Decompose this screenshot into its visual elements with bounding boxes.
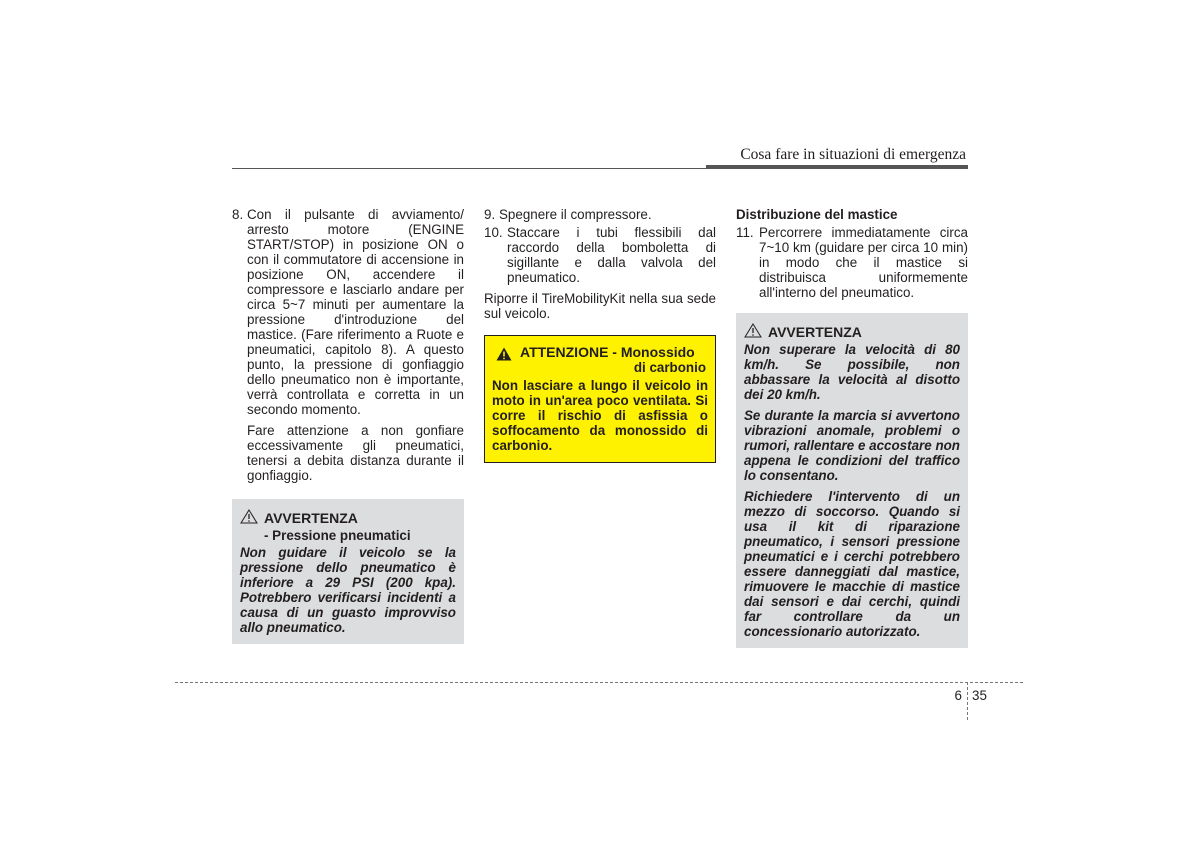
warning-header — [744, 323, 960, 341]
page-number: 35 — [972, 688, 987, 703]
page-header-title: Cosa fare in situazioni di emergenza — [740, 146, 966, 163]
column-middle — [484, 207, 716, 463]
warning-triangle-icon — [744, 323, 762, 341]
attention-title: ATTENZIONE - Monossido — [520, 344, 695, 360]
header-rule-accent — [706, 165, 968, 169]
step-10 — [484, 225, 716, 285]
warning-box-tire-pressure — [232, 499, 464, 644]
warning-title: AVVERTENZA — [768, 323, 862, 340]
warning-header — [240, 509, 456, 527]
attention-text: Non lasciare a lungo il veicolo in moto in un'area poco ventilata. Si corre il rischio di asfissia o soffocamento da monossido di carbonio. — [492, 378, 708, 453]
step-number: 10. — [484, 225, 503, 240]
step-9 — [484, 207, 716, 222]
warning-text-speed: Non superare la velocità di 80 km/h. Se possibile, non abbassare la velocità al disotto dei 20 km/h. — [744, 342, 960, 402]
attention-box-carbon-monoxide — [484, 335, 716, 463]
step-11 — [736, 225, 968, 300]
warning-text: Non guidare il veicolo se la pressione dello pneumatico è inferiore a 29 PSI (200 kpa). Potrebbero verificarsi incidenti a causa di un guasto improvviso allo pneumatico. — [240, 545, 456, 635]
step-text: Percorrere immediatamente circa 7~10 km (guidare per circa 10 min) in modo che il mastice si distribuisca uniformemente all'interno del pneumatico. — [759, 225, 968, 300]
page-section-number: 6 — [954, 688, 962, 703]
column-left — [232, 207, 464, 644]
warning-box-speed — [736, 313, 968, 648]
footer-divider — [967, 682, 968, 720]
warning-triangle-icon — [240, 509, 258, 527]
step-number: 11. — [736, 225, 754, 240]
warning-triangle-filled-icon — [496, 347, 512, 364]
warning-text-vibrations: Se durante la marcia si avvertono vibrazioni anomale, problemi o rumori, rallentare e accostare non appena le condizioni del traffico lo consentano. — [744, 408, 960, 483]
step-text: Con il pulsante di avviamento/ arresto motore (ENGINE START/STOP) in posizione ON o con il commutatore di accensione in posizione ON, accendere il compressore e lasciarlo andare per circa 5~7 minuti per aumentare la pressione d'introduzione del mastice. (Fare riferimento a Ruote e pneumatici, capitolo 8). A questo punto, la pressione di gonfiaggio dello pneumatico non è importante, verrà controllata e corretta in un secondo momento. — [247, 207, 464, 417]
storage-paragraph: Riporre il TireMobilityKit nella sua sede sul veicolo. — [484, 291, 716, 321]
step-text: Staccare i tubi flessibili dal raccordo della bomboletta di sigillante e dalla valvola del pneumatico. — [507, 225, 716, 285]
attention-title-line2: di carbonio — [633, 360, 706, 375]
column-right — [736, 207, 968, 648]
step-8 — [232, 207, 464, 417]
step-8-note: Fare attenzione a non gonfiare eccessivamente gli pneumatici, tenersi a debita distanza durante il gonfiaggio. — [247, 423, 464, 483]
step-number: 8. — [232, 207, 244, 222]
section-heading: Distribuzione del mastice — [736, 207, 898, 222]
warning-title: AVVERTENZA — [264, 509, 358, 526]
warning-subtitle: - Pressione pneumatici — [264, 528, 411, 543]
attention-header — [492, 345, 708, 375]
step-text: Spegnere il compressore. — [499, 207, 652, 222]
footer-rule — [175, 682, 1023, 683]
step-number: 9. — [484, 207, 496, 222]
warning-text-assistance: Richiedere l'intervento di un mezzo di soccorso. Quando si usa il kit di riparazione pneumatico, i sensori pressione pneumatici e i cerchi potrebbero essere danneggiati dal mastice, rimuovere le macchie di mastice dai sensori e dai cerchi, quindi far controllare da un concessionario autorizzato. — [744, 489, 960, 639]
